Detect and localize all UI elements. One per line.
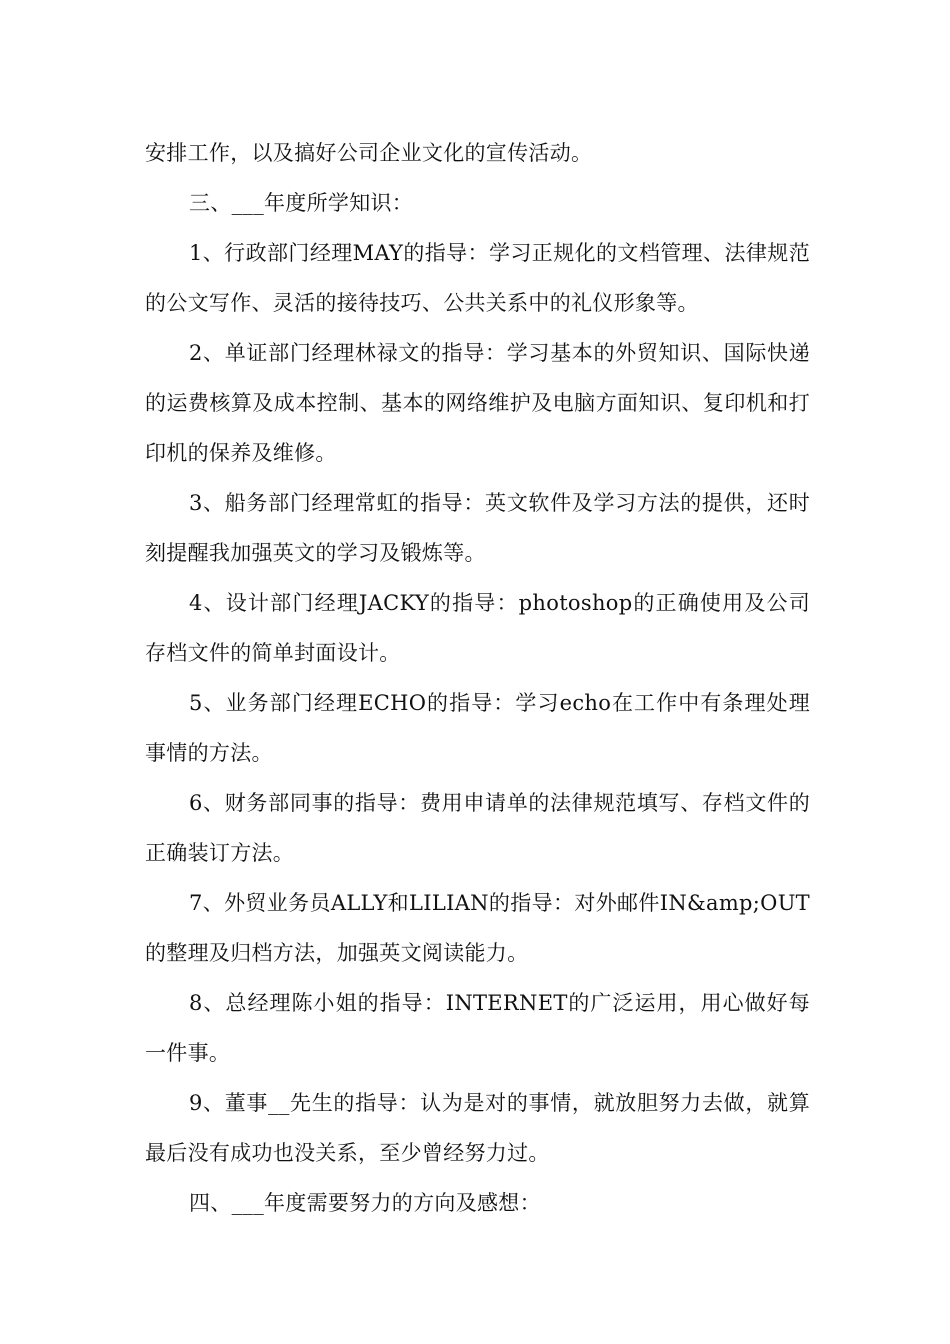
document-body: [145, 128, 810, 1228]
list-item-6: 6、财务部同事的指导：费用申请单的法律规范填写、存档文件的正确装订方法。: [145, 791, 810, 865]
list-item-8: 8、总经理陈小姐的指导：INTERNET的广泛运用，用心做好每一件事。: [145, 991, 810, 1065]
section-heading-learned-knowledge: 三、___年度所学知识：: [189, 191, 414, 215]
list-item-7: 7、外贸业务员ALLY和LILIAN的指导：对外邮件IN&amp;OUT的整理及归档方法，加强英文阅读能力。: [145, 891, 810, 965]
list-item-2: 2、单证部门经理林禄文的指导：学习基本的外贸知识、国际快递的运费核算及成本控制、基本的网络维护及电脑方面知识、复印机和打印机的保养及维修。: [145, 341, 810, 465]
list-item-9: 9、董事__先生的指导：认为是对的事情，就放胆努力去做，就算最后没有成功也没关系，至少曾经努力过。: [145, 1091, 810, 1165]
list-item-4: 4、设计部门经理JACKY的指导：photoshop的正确使用及公司存档文件的简单封面设计。: [145, 591, 810, 665]
list-item-1: 1、行政部门经理MAY的指导：学习正规化的文档管理、法律规范的公文写作、灵活的接待技巧、公共关系中的礼仪形象等。: [145, 241, 810, 315]
list-item-3: 3、船务部门经理常虹的指导：英文软件及学习方法的提供，还时刻提醒我加强英文的学习及锻炼等。: [145, 491, 810, 565]
section-heading-future-direction: 四、___年度需要努力的方向及感想：: [189, 1191, 541, 1215]
list-item-5: 5、业务部门经理ECHO的指导：学习echo在工作中有条理处理事情的方法。: [145, 691, 810, 765]
paragraph-continuation: 安排工作，以及搞好公司企业文化的宣传活动。: [145, 141, 593, 165]
